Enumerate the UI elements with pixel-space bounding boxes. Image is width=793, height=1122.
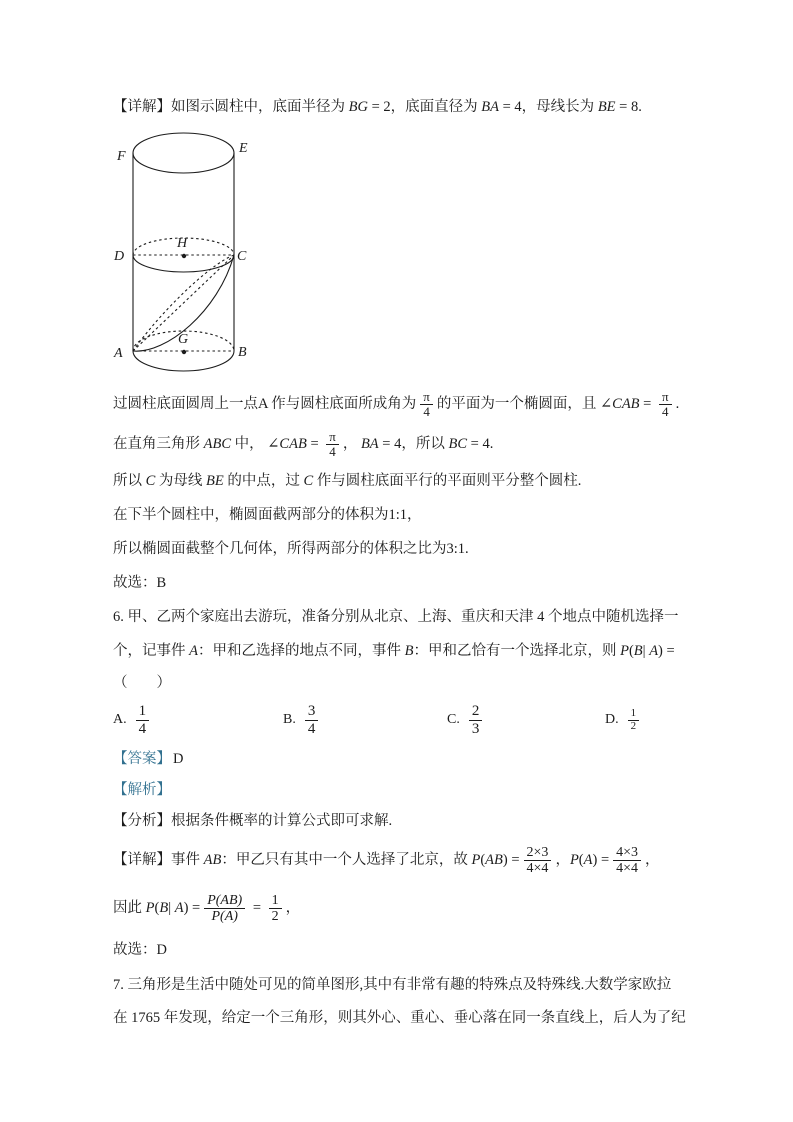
fraction-half: [269, 893, 282, 924]
math-var: AB: [485, 852, 503, 868]
label-c: C: [237, 249, 247, 264]
denominator: 2: [628, 720, 640, 733]
numerator: 1: [138, 703, 147, 720]
label-f: F: [117, 149, 126, 164]
option-a-label: A.: [113, 712, 127, 727]
text-run: ) =: [502, 852, 520, 868]
numerator: π: [661, 389, 669, 405]
option-b: [283, 696, 318, 744]
text-run: =: [249, 900, 265, 916]
point-h-dot: [182, 254, 186, 258]
math-var: ABC: [203, 436, 232, 452]
option-b-fraction: [305, 703, 319, 736]
denominator: 4: [136, 720, 150, 737]
fraction-pa: [613, 845, 641, 876]
text-run: |: [642, 643, 650, 659]
point-g-dot: [182, 350, 186, 354]
text-run: 中， ∠: [231, 436, 280, 452]
fraction-conditional: [204, 893, 245, 924]
numerator: 1: [630, 706, 637, 719]
option-d: [605, 696, 639, 744]
q7-stem-line-2: 在 1765 年发现，给定一个三角形，则其外心、重心、垂心落在同一条直线上，后人为了纪: [113, 1010, 686, 1026]
text-run: ，: [285, 900, 301, 916]
text-run: (: [480, 852, 486, 868]
text-run: 作与圆柱底面平行的平面则平分整个圆柱.: [313, 473, 582, 489]
math-var: C: [303, 473, 314, 489]
denominator: 4×4: [613, 860, 641, 876]
numerator: 1: [271, 893, 279, 909]
label-a: A: [114, 346, 123, 361]
answer-letter: D: [173, 751, 184, 767]
text-run: ，: [645, 852, 660, 868]
math-var: A: [174, 900, 184, 916]
denominator: 4×4: [524, 860, 552, 876]
text-run: = 2，底面直径为: [367, 99, 482, 115]
fraction-pi-4: [420, 390, 433, 419]
answer-label: 【答案】: [113, 751, 171, 767]
sol5-triangle-line: [113, 424, 699, 464]
math-var: BA: [481, 99, 499, 115]
cylinder-figure: [108, 130, 258, 382]
text-run: 所以: [113, 473, 146, 489]
text-run: 在直角三角形: [113, 436, 204, 452]
text-run: 为母线: [155, 473, 207, 489]
math-var: A: [189, 643, 198, 659]
option-d-fraction: [628, 708, 640, 733]
q6-options-row: [113, 696, 699, 744]
option-d-label: D.: [605, 712, 619, 727]
denominator: 4: [420, 404, 433, 419]
numerator: 2: [471, 703, 480, 720]
jiexi-label: 【解析】: [113, 782, 171, 798]
q6-detail-line: [113, 838, 699, 882]
text-run: 的中点，过: [223, 473, 304, 489]
sol5-midpoint-line: [113, 470, 699, 492]
text-run: =: [639, 396, 655, 412]
numerator: 2×3: [526, 845, 549, 861]
sol5-answer-choice: 故选：B: [113, 575, 167, 591]
text-run: 的平面为一个椭圆面，且 ∠: [436, 396, 613, 412]
text-run: (: [628, 643, 634, 659]
option-c: [447, 696, 482, 744]
sol5-ratio-line-1: 在下半个圆柱中，椭圆面截两部分的体积为1:1，: [113, 507, 422, 523]
math-var: CAB: [279, 436, 307, 452]
text-run: = 4，所以: [378, 436, 449, 452]
math-var: BE: [597, 99, 616, 115]
sol5-detail-line: [113, 96, 699, 118]
q6-answer-brackets: （ ）: [113, 675, 171, 691]
option-a: [113, 696, 149, 744]
numerator: P(AB): [207, 893, 243, 909]
numerator: π: [423, 389, 430, 405]
math-var: BC: [448, 436, 468, 452]
denominator: 2: [269, 908, 282, 924]
q6-stem-line-1: 6. 甲、乙两个家庭出去游玩，准备分别从北京、上海、重庆和天津 4 个地点中随机选择一: [113, 609, 679, 625]
text-run: ) =: [592, 852, 610, 868]
text-run: ) =: [183, 900, 201, 916]
math-var: C: [145, 473, 156, 489]
denominator: P(A): [204, 908, 245, 924]
math-var: B: [404, 643, 414, 659]
label-g: G: [178, 332, 189, 347]
math-var: AB: [203, 852, 222, 868]
text-run: = 4.: [467, 436, 494, 452]
math-var: BE: [206, 473, 224, 489]
text-run: ：甲乙只有其中一个人选择了北京，故: [221, 852, 472, 868]
math-var: A: [583, 852, 593, 868]
math-var: A: [649, 643, 659, 659]
fraction-pi-4: [326, 430, 339, 459]
math-var: P: [471, 852, 481, 868]
q6-answer-line: [113, 748, 699, 770]
math-var: CAB: [612, 396, 640, 412]
q6-conclusion-line: [113, 884, 699, 932]
q6-fenxi-line: 【分析】根据条件概率的计算公式即可求解.: [113, 813, 393, 829]
text-run: (: [578, 852, 584, 868]
text-run: 个，记事件: [113, 643, 190, 659]
numerator: π: [329, 429, 336, 445]
label-h: H: [177, 236, 188, 251]
label-e: E: [239, 141, 248, 156]
cylinder-top-ellipse: [133, 133, 234, 173]
numerator: 4×3: [616, 845, 639, 861]
text-run: = 4，母线长为: [499, 99, 598, 115]
q6-answer-choice: 故选：D: [113, 942, 167, 958]
math-var: BG: [348, 99, 368, 115]
option-b-label: B.: [283, 712, 296, 727]
text-run: (: [154, 900, 160, 916]
text-run: ：甲和乙选择的地点不同，事件: [197, 643, 405, 659]
label-b: B: [238, 345, 247, 360]
math-var: B: [633, 643, 643, 659]
sol5-ellipse-line: [113, 384, 699, 424]
denominator: 4: [659, 404, 672, 419]
math-var: B: [159, 900, 169, 916]
q6-jiexi-line: [113, 779, 699, 801]
q6-stem-line-2: [113, 638, 699, 664]
text-run: 【详解】事件: [113, 852, 204, 868]
label-d: D: [114, 249, 125, 264]
text-run: =: [306, 436, 323, 452]
text-run: ：甲和乙恰有一个选择北京，则: [413, 643, 621, 659]
text-run: |: [168, 900, 175, 916]
math-var: P: [569, 852, 579, 868]
text-run: ) =: [658, 643, 675, 659]
text-run: 过圆柱底面圆周上一点A 作与圆柱底面所成角为: [113, 396, 417, 412]
option-a-fraction: [136, 703, 150, 736]
denominator: 4: [326, 444, 339, 459]
q7-stem-line-1: 7. 三角形是生活中随处可见的简单图形,其中有非常有趣的特殊点及特殊线.大数学家欧拉: [113, 977, 672, 993]
option-c-fraction: [469, 703, 483, 736]
math-var: P: [620, 643, 629, 659]
sol5-ratio-line-2: 所以椭圆面截整个几何体，所得两部分的体积之比为3:1.: [113, 541, 469, 557]
document-content: [113, 96, 699, 1029]
fraction-pi-4: [659, 390, 672, 419]
text-run: .: [675, 396, 680, 412]
text-run: ，: [555, 852, 570, 868]
denominator: 4: [305, 720, 319, 737]
text-run: 【详解】如图示圆柱中，底面半径为: [113, 99, 349, 115]
text-run: = 8.: [615, 99, 642, 115]
fraction-pab: [524, 845, 552, 876]
text-run: ，: [342, 436, 361, 452]
math-var: BA: [360, 436, 379, 452]
denominator: 3: [469, 720, 483, 737]
math-var: P: [145, 900, 155, 916]
text-run: 因此: [113, 900, 146, 916]
numerator: 3: [307, 703, 316, 720]
option-c-label: C.: [447, 712, 460, 727]
